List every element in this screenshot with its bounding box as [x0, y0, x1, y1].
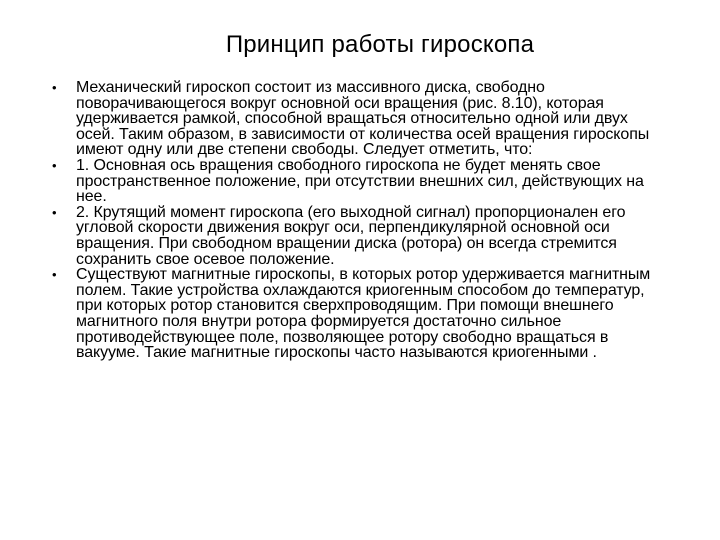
bullet-item-magnetic-gyroscopes: [52, 267, 660, 361]
bullet-text: Механический гироскоп состоит из массивного диска, свободно поворачивающегося вокруг основной оси вращения (рис. 8.10), которая удерживается рамкой, способной вращаться относительно одной или двух осей. Таким образом, в зависимости от количества осей вращения гироскопы имеют одну или две степени свободы. Следует отметить, что:: [76, 79, 650, 159]
bullet-item-mechanical-gyroscope: [52, 80, 660, 158]
bullet-dot-icon: •: [52, 267, 57, 283]
bullet-dot-icon: •: [52, 157, 57, 173]
bullet-item-torque: [52, 205, 660, 267]
bullet-text: 2. Крутящий момент гироскопа (его выходной сигнал) пропорционален его угловой скорости движения вокруг оси, перпендикулярной основной оси вращения. При свободном вращении диска (ротора) он всегда стремится сохранить свое осевое положение.: [76, 203, 626, 268]
slide-title: Принцип работы гироскопа: [225, 31, 535, 58]
bullet-text: 1. Основная ось вращения свободного гироскопа не будет менять свое пространственное положение, при отсутствии внешних сил, действующих на нее.: [76, 156, 644, 206]
bullet-list: [52, 80, 660, 361]
bullet-item-axis-position: [52, 158, 660, 205]
bullet-dot-icon: •: [52, 80, 57, 95]
bullet-dot-icon: •: [52, 204, 57, 220]
bullet-text: Существуют магнитные гироскопы, в которых ротор удерживается магнитным полем. Такие устройства охлаждаются криогенным способом до температур, при которых ротор становится сверхпроводящим. При помощи внешнего магнитного поля внутри ротора формируется достаточно сильное противодействующее поле, позволяющее ротору свободно вращаться в вакууме. Такие магнитные гироскопы часто называются криогенными .: [76, 266, 651, 362]
